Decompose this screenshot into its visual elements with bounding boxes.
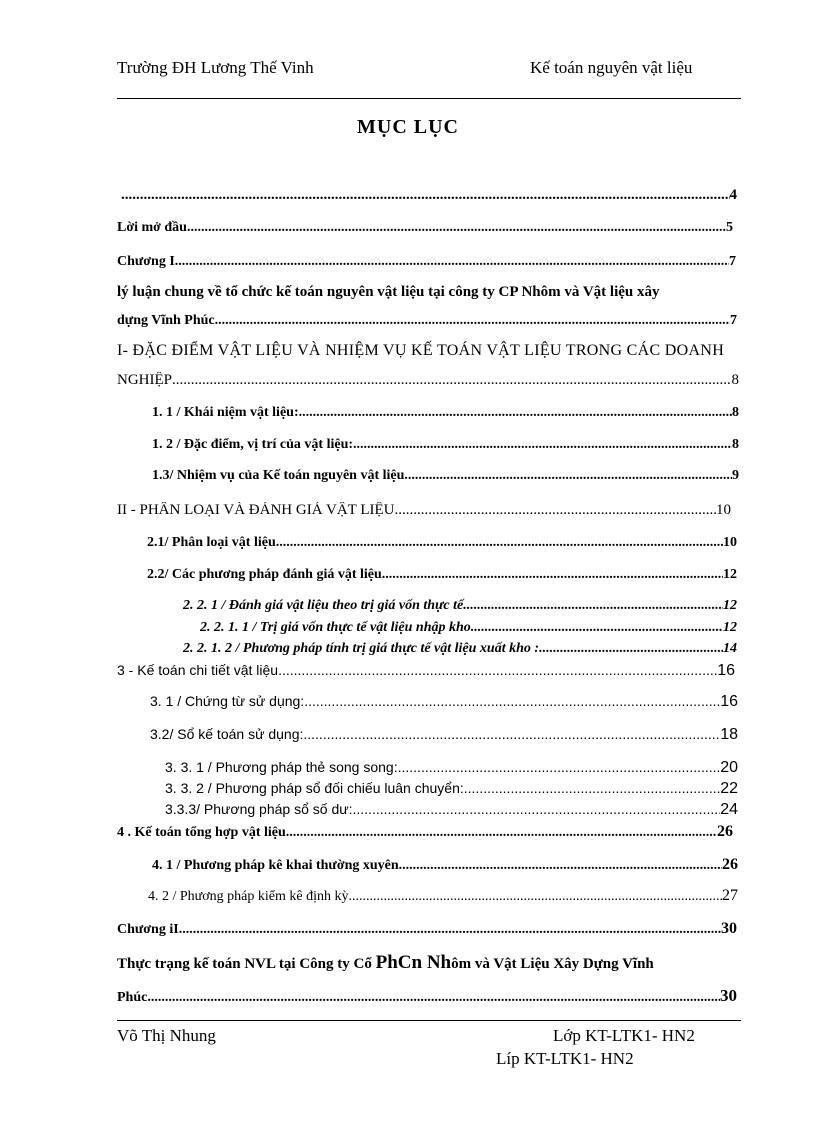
footer-class: Lớp KT-LTK1- HN2	[553, 1026, 695, 1045]
header-subject: Kế toán nguyên vật liệu	[530, 58, 693, 77]
toc-entry[interactable]: 2. 2. 1. 1 / Trị giá vốn thực tế vật liệu nhập kho. ..... 12	[200, 620, 737, 636]
toc-entry[interactable]: 3.2/ Sổ kế toán sử dụng: ..... 18	[150, 726, 738, 744]
toc-entry[interactable]: II - PHÂN LOẠI VÀ ĐÁNH GIÁ VẬT LIỆU ..... 10	[117, 502, 731, 519]
toc-entry[interactable]: 2.1/ Phân loại vật liệu ..... 10	[147, 535, 737, 551]
toc-entry[interactable]: 4. 2 / Phương pháp kiểm kê định kỳ ..... 27	[148, 887, 738, 905]
toc-entry[interactable]: 4. 1 / Phương pháp kê khai thường xuyên ..... 26	[152, 856, 738, 874]
toc-entry[interactable]: 3. 3. 1 / Phương pháp thẻ song song: ..... 20	[165, 759, 738, 777]
footer-class-duplicate: Líp KT-LTK1- HN2	[496, 1049, 634, 1068]
footer-author: Võ Thị Nhung	[117, 1026, 216, 1045]
toc-entry[interactable]: 3. 3. 2 / Phương pháp sổ đối chiếu luân chuyển: ..... 22	[165, 780, 738, 798]
toc-entry[interactable]: 4 . Kế toán tổng hợp vật liệu ..... 26	[117, 823, 733, 841]
toc-entry[interactable]: 1. 2 / Đặc điểm, vị trí của vật liệu: ..... 8	[152, 437, 739, 453]
toc-entry[interactable]: Chương iI ..... 30	[117, 920, 737, 938]
toc-entry[interactable]: 2.2/ Các phương pháp đánh giá vật liệu ..... 12	[147, 567, 737, 583]
toc-entry[interactable]: 3. 1 / Chứng từ sử dụng: ..... 16	[150, 693, 738, 711]
footer-rule	[117, 1020, 741, 1021]
toc-entry[interactable]: 2. 2. 1 / Đánh giá vật liệu theo trị giá vốn thực tế ..... 12	[183, 598, 737, 614]
toc-entry-continued[interactable]: I- ĐẶC ĐIỂM VẬT LIỆU VÀ NHIỆM VỤ KẾ TOÁN VẬT LIỆU TRONG CÁC DOANH	[117, 342, 725, 359]
toc-entry[interactable]: Phúc ..... 30	[117, 986, 737, 1006]
toc-entry[interactable]: 3.3.3/ Phương pháp sổ số dư: ..... 24	[165, 801, 738, 819]
page-title: MỤC LỤC	[357, 116, 459, 138]
toc-entry[interactable]: 2. 2. 1. 2 / Phương pháp tính trị giá thực tế vật liệu xuất kho : ..... 14	[183, 641, 737, 657]
toc-entry[interactable]: Chương I ..... 7	[117, 254, 736, 270]
toc-entry-continued[interactable]: lý luận chung về tổ chức kế toán nguyên vật liệu tại công ty CP Nhôm và Vật liệu xây	[117, 284, 660, 300]
toc-entry[interactable]: ..... 4	[117, 187, 737, 204]
header-rule	[117, 98, 741, 99]
toc-entry-continued[interactable]: Thực trạng kế toán NVL tại Công ty Cổ PhCn Nhôm và Vật Liệu Xây Dựng Vĩnh	[117, 952, 654, 973]
toc-entry[interactable]: 1.3/ Nhiệm vụ của Kế toán nguyên vật liệu ..... 9	[152, 468, 739, 484]
toc-entry[interactable]: 1. 1 / Khái niệm vật liệu: ..... 8	[152, 405, 739, 421]
toc-entry[interactable]: 3 - Kế toán chi tiết vật liệu ..... 16	[117, 662, 735, 680]
toc-entry[interactable]: Lời mở đầu ..... 5	[117, 220, 733, 236]
toc-entry[interactable]: NGHIỆP ..... 8	[117, 372, 739, 389]
toc-entry[interactable]: dựng Vĩnh Phúc ..... 7	[117, 313, 737, 329]
header-school: Trường ĐH Lương Thế Vinh	[117, 58, 314, 77]
